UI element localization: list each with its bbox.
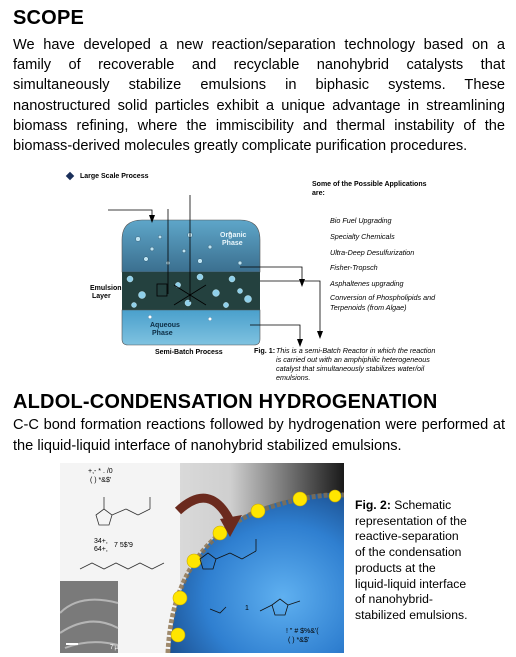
app-item-2: Specialty Chemicals (330, 232, 395, 241)
aldol-paragraph: C-C bond formation reactions followed by hydrogenation were performed at the liquid-liquid interface of nanohybrid stabilized emulsions. (13, 417, 505, 454)
fig1-caption-line4: emulsions. (276, 373, 311, 382)
fig2-bottom-label-2: ( ) *&$' (288, 637, 310, 644)
scope-paragraph: We have developed a new reaction/separation technology based on a family of recoverable and recyclable nanohybrid catalysts that simultaneously stabilize emulsions in biphasic systems. These nanostructured solid particles exhibit a unique advantage in streamlining biomass refining, where the immiscibility and thermal instability of the biomass-derived molecules greatly complicate purification procedures. (13, 37, 505, 155)
organic-outlet-head (299, 279, 305, 287)
app-item-5: Asphaltenes upgrading (330, 279, 404, 288)
fig2-caption-line3: reactive-separation (355, 529, 459, 544)
fig1-caption-line1: This is a semi-Batch Reactor in which the reaction (276, 346, 436, 355)
aqueous-phase-label-2: Phase (152, 330, 173, 337)
fig2-caption-line4: of the condensation (355, 545, 462, 560)
fig2-caption (355, 498, 505, 624)
fig2-caption-line1: Schematic (394, 498, 452, 512)
fig1-caption (254, 346, 484, 382)
fig2-caption-line2: representation of the (355, 513, 467, 528)
fig2-top-label-2: ( ) *&$' (90, 477, 112, 484)
emulsion-layer-label-1: Emulsion (90, 285, 122, 292)
scale-bar (66, 643, 78, 645)
fig2-top-label-1: +,- * . /0 (88, 468, 113, 475)
emulsion-outlet-head (317, 331, 323, 339)
fig1-caption-line2: is carried out with an amphiphilic heterogeneous (276, 355, 430, 364)
feed-arrow (108, 210, 152, 217)
fig2-mid-label-2: 64+, (94, 546, 108, 553)
reactor-aqueous-phase (122, 310, 260, 345)
fig2-side-label: 1 (245, 605, 249, 612)
fig2-caption-line8: stabilized emulsions. (355, 607, 468, 622)
app-item-1: Bio Fuel Upgrading (330, 216, 392, 225)
organic-phase-label-1: Organic (220, 232, 247, 239)
app-item-4: Fisher-Tropsch (330, 263, 378, 272)
fig2-caption-line5: products at the (355, 560, 436, 575)
fig2-caption-line6: liquid-liquid interface (355, 576, 467, 591)
fig2-mid-label-3: 7 5$'9 (114, 542, 133, 549)
fig2-caption-label: Fig. 2: (355, 498, 391, 512)
fig2-mid-label-1: 34+, (94, 538, 108, 545)
app-item-6: Conversion of Phospholipids and (330, 293, 436, 302)
apps-heading-line1: Some of the Possible Applications (312, 181, 427, 188)
fig2-bottom-label-1: ! " # $%&'( (286, 628, 319, 635)
emulsion-layer-label-2: Layer (92, 293, 111, 300)
fig2-scale-label: 7'µ (110, 645, 118, 651)
app-item-3: Ultra-Deep Desulfurization (330, 248, 415, 257)
apps-heading-line2: are: (312, 190, 325, 197)
scope-title: SCOPE (13, 7, 85, 29)
aqueous-phase-label-1: Aqueous (150, 322, 180, 329)
bullet-diamond (66, 172, 74, 180)
fig1-caption-line3: catalyst that simultaneously stabilizes water/oil (276, 364, 425, 373)
figure-2-diagram (60, 463, 344, 653)
aldol-title: ALDOL-CONDENSATION HYDROGENATION (13, 391, 438, 413)
semi-batch-label: Semi-Batch Process (155, 349, 223, 356)
app-item-7: Terpenoids (from Algae) (330, 303, 407, 312)
fig2-caption-line7: of nanohybrid- (355, 592, 433, 607)
large-scale-label: Large Scale Process (80, 173, 149, 180)
fig1-caption-label: Fig. 1: (254, 346, 276, 355)
organic-phase-label-2: Phase (222, 240, 243, 247)
